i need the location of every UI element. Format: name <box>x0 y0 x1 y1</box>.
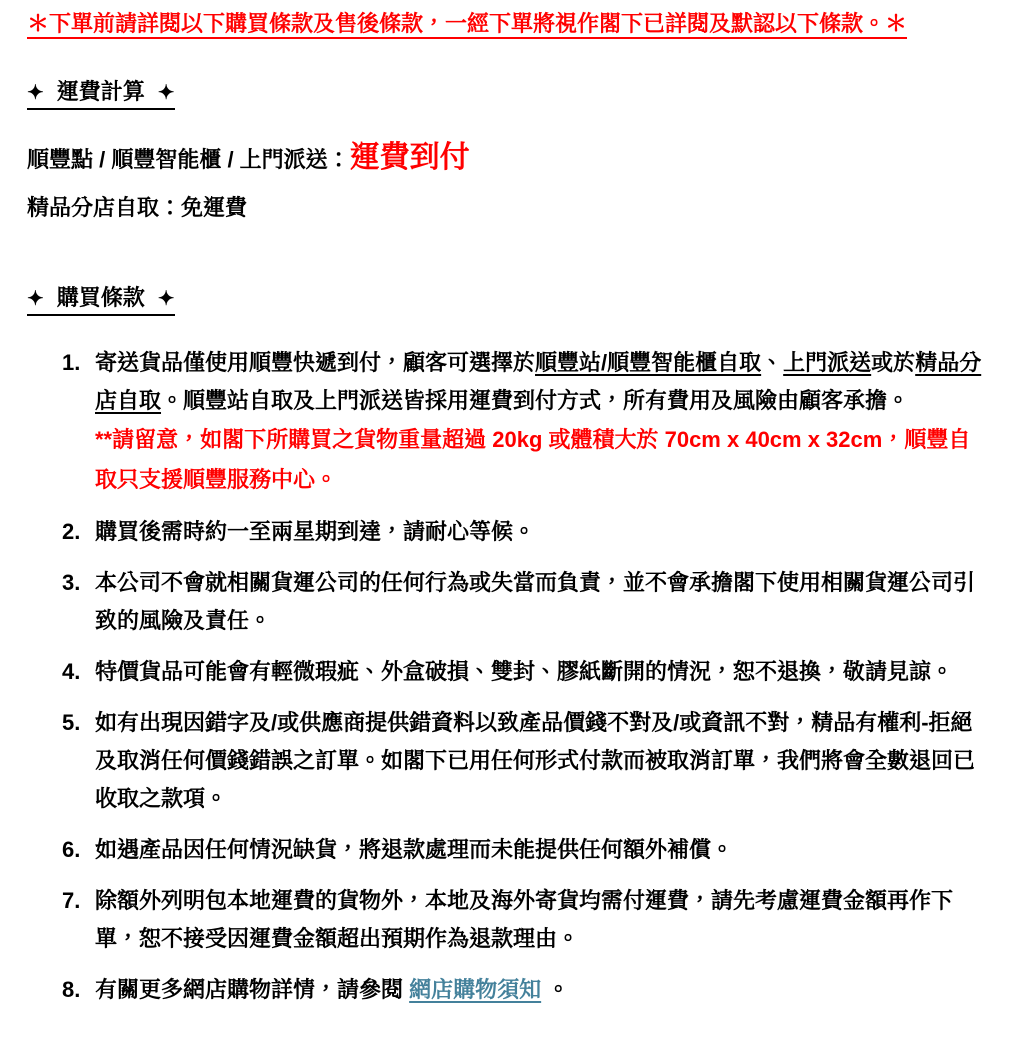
term-text-segment: 購買後需時約一至兩星期到達，請耐心等候。 <box>95 519 536 544</box>
term-text-segment: 如有出現因錯字及/或供應商提供錯資料以致產品價錢不對及/或資訊不對，精品有權利-拒絕及取消任何價錢錯誤之訂單。如閣下已用任何形式付款而被取消訂單，我們將會全數退回已收取之款項。 <box>95 710 976 811</box>
term-text-segment: 。 <box>541 977 570 1002</box>
term-number: 5. <box>62 710 81 735</box>
terms-section <box>27 286 985 316</box>
term-item <box>62 344 985 500</box>
term-text-segment: 除額外列明包本地運費的貨物外，本地及海外寄貨均需付運費，請先考慮運費金額再作下單，恕不接受因運費金額超出預期作為退款理由。 <box>95 888 954 951</box>
term-text <box>95 831 985 869</box>
four-pointed-star-icon: ✦ <box>157 288 175 310</box>
four-pointed-star-icon: ✦ <box>27 288 44 310</box>
online-shopping-guide-link[interactable]: 網店購物須知 <box>409 977 542 1002</box>
shipping-methods-label: 順豐點 / 順豐智能櫃 / 上門派送： <box>27 147 350 172</box>
purchase-terms-heading-label: 購買條款 <box>56 285 145 310</box>
term-text <box>95 971 985 1009</box>
term-text-segment: 、 <box>761 350 784 375</box>
term-item <box>62 971 985 1009</box>
store-pickup-line: 精品分店自取：免運費 <box>27 195 248 220</box>
term-text-segment: 特價貨品可能會有輕微瑕疵、外盒破損、雙封、膠紙斷開的情況，恕不退換，敬請見諒。 <box>95 659 954 684</box>
term-item <box>62 704 985 818</box>
shipping-methods-line <box>27 141 985 177</box>
cash-on-delivery-value: 運費到付 <box>349 141 470 174</box>
underlined-term-text: 順豐站/順豐智能櫃自取 <box>535 350 762 375</box>
shipping-fee-heading-label: 運費計算 <box>56 79 145 104</box>
term-item <box>62 831 985 869</box>
term-number: 7. <box>62 888 81 913</box>
top-notice: ＊下單前請詳閱以下購買條款及售後條款，一經下單將視作閣下已詳閱及默認以下條款。＊ <box>27 12 907 39</box>
term-text <box>95 882 985 958</box>
term-text-segment: 如遇產品因任何情況缺貨，將退款處理而未能提供任何額外補償。 <box>95 837 734 862</box>
term-text <box>95 704 985 818</box>
underlined-term-text: 精品分店自取 <box>95 350 982 413</box>
term-item <box>62 564 985 640</box>
shipping-section <box>27 80 985 110</box>
underlined-term-text: 上門派送 <box>783 350 872 375</box>
term-item <box>62 653 985 691</box>
term-item <box>62 882 985 958</box>
shipping-fee-heading <box>27 80 175 110</box>
terms-list <box>27 344 985 1009</box>
purchase-terms-heading <box>27 286 175 316</box>
term-text-segment: 或於 <box>871 350 916 375</box>
four-pointed-star-icon: ✦ <box>27 82 44 104</box>
term-text <box>95 513 985 551</box>
term-number: 3. <box>62 570 81 595</box>
term-text-segment: 寄送貨品僅使用順豐快遞到付，顧客可選擇於 <box>95 350 536 375</box>
term-number: 1. <box>62 350 81 375</box>
term-number: 6. <box>62 837 81 862</box>
term-text-segment: 。順豐站自取及上門派送皆採用運費到付方式，所有費用及風險由顧客承擔。 <box>161 388 910 413</box>
term-text <box>95 564 985 640</box>
term-number: 8. <box>62 977 81 1002</box>
term-number: 4. <box>62 659 81 684</box>
term-text <box>95 344 985 420</box>
term-text-segment: 本公司不會就相關貨運公司的任何行為或失當而負責，並不會承擔閣下使用相關貨運公司引致的風險及責任。 <box>95 570 976 633</box>
weight-limit-note: **請留意，如閣下所購買之貨物重量超過 20kg 或體積大於 70cm x 40cm x 32cm，順豐自取只支援順豐服務中心。 <box>95 427 971 492</box>
term-text-segment: 有關更多網店購物詳情，請參閱 <box>95 977 410 1002</box>
term-item <box>62 513 985 551</box>
term-text <box>95 653 985 691</box>
four-pointed-star-icon: ✦ <box>157 82 175 104</box>
term-number: 2. <box>62 519 81 544</box>
